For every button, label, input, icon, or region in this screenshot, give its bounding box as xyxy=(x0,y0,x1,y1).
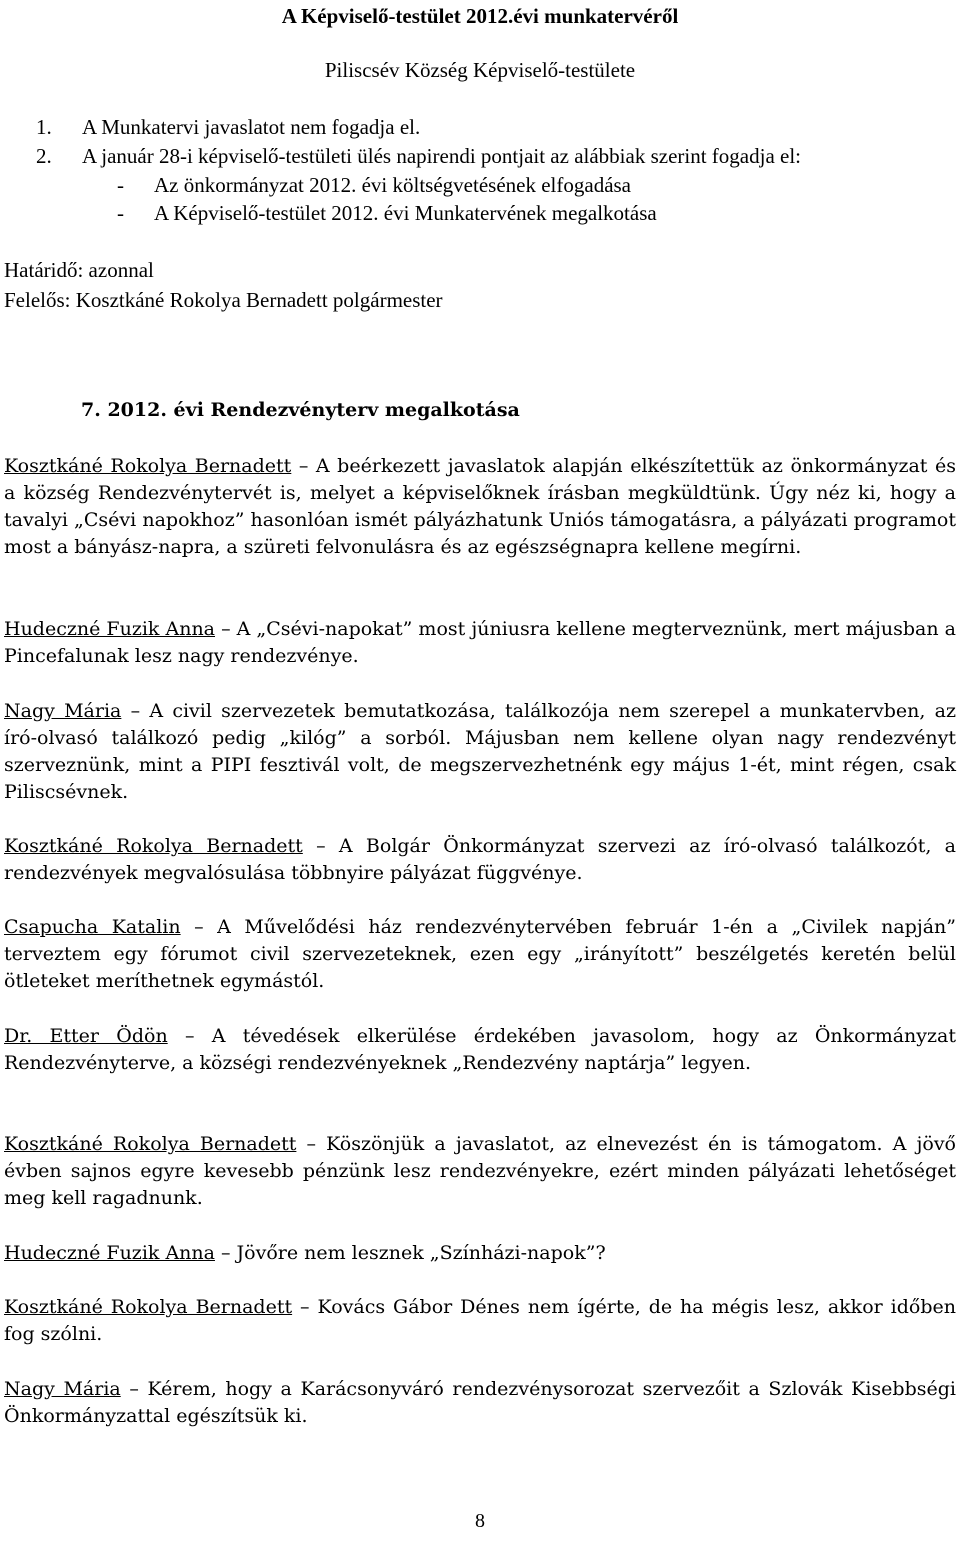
document-subtitle: Piliscsév Község Képviselő-testülete xyxy=(324,58,636,82)
sublist-item-text: A Képviselő-testület 2012. évi Munkatervének megalkotása xyxy=(154,201,657,225)
speech-text: – A tévedések elkerülése érdekében javasolom, hogy az Önkormányzat Rendezvényterve, a községi rendezvényeknek „Rendezvény naptárja” legyen. xyxy=(4,1025,956,1074)
sublist-item-dash: - xyxy=(117,201,124,225)
responsible-line: Felelős: Kosztkáné Rokolya Bernadett polgármester xyxy=(4,288,443,312)
speech-paragraph xyxy=(4,616,956,670)
speech-text: – Jövőre nem lesznek „Színházi-napok”? xyxy=(214,1242,606,1264)
speaker-name: Nagy Mária xyxy=(4,1378,121,1400)
speaker-name: Kosztkáné Rokolya Bernadett xyxy=(4,455,292,477)
section-heading: 7. 2012. évi Rendezvényterv megalkotása xyxy=(81,399,520,421)
speech-paragraph xyxy=(4,1023,956,1077)
speech-paragraph xyxy=(4,914,956,995)
speaker-name: Kosztkáné Rokolya Bernadett xyxy=(4,835,303,857)
speech-paragraph xyxy=(4,1294,956,1348)
speaker-name: Hudeczné Fuzik Anna xyxy=(4,1242,215,1264)
speech-text: – A Bolgár Önkormányzat szervezi az író-olvasó találkozót, a rendezvények megvalósulása többnyire pályázat függvénye. xyxy=(4,835,957,884)
speech-text: – A „Csévi-napokat” most júniusra kellene megterveznünk, mert májusban a Pincefalunak lesz nagy rendezvénye. xyxy=(4,618,956,667)
speaker-name: Kosztkáné Rokolya Bernadett xyxy=(4,1133,297,1155)
sublist-item-text: Az önkormányzat 2012. évi költségvetésének elfogadása xyxy=(154,173,632,197)
sublist-item-dash: - xyxy=(117,173,124,197)
speech-text: – A beérkezett javaslatok alapján elkészítettük az önkormányzat és a község Rendezvénytervét is, melyet a képviselőknek írásban megküldtünk. Úgy néz ki, hogy a tavalyi „Csévi napokhoz” hasonlóan ismét pályázhatunk Uniós támogatásra, a pályázati programot most a bányász-napra, a szüreti felvonulásra és az egészségnapra kellene megírni. xyxy=(4,455,956,558)
speech-paragraph xyxy=(4,698,956,806)
speaker-name: Kosztkáné Rokolya Bernadett xyxy=(4,1296,293,1318)
speech-text: – A Művelődési ház rendezvénytervében február 1-én a „Civilek napján” terveztem egy fórumot civil szervezeteknek, ezen egy „irányított” beszélgetés keretén belül ötleteket meríthetnek egymástól. xyxy=(4,916,957,992)
list-item-text: A január 28-i képviselő-testületi ülés napirendi pontjait az alábbiak szerint fogadja el: xyxy=(82,144,802,168)
list-item-number: 2. xyxy=(36,144,52,168)
speaker-name: Csapucha Katalin xyxy=(4,916,181,938)
document-title: A Képviselő-testület 2012.évi munkatervéről xyxy=(281,4,679,28)
speech-text: – Kovács Gábor Dénes nem ígérte, de ha mégis lesz, akkor időben fog szólni. xyxy=(4,1296,956,1345)
speech-paragraph xyxy=(4,1376,956,1430)
speaker-name: Dr. Etter Ödön xyxy=(4,1025,168,1047)
speech-text: – A civil szervezetek bemutatkozása, találkozója nem szerepel a munkatervben, az író-olvasó találkozó pedig „kilóg” a sorból. Májusban nem kellene olyan nagy rendezvényt szerveznünk, mint a PIPI fesztivál volt, de megszervezhetnénk egy május 1-ét, mint régen, csak Piliscsévnek. xyxy=(4,700,956,803)
speech-paragraph xyxy=(4,453,956,561)
page-number: 8 xyxy=(475,1510,485,1532)
speech-text: – Köszönjük a javaslatot, az elnevezést én is támogatom. A jövő évben sajnos egyre kevesebb pénzünk lesz rendezvényekre, ezért minden pályázati lehetőséget meg kell ragadnunk. xyxy=(4,1133,956,1209)
speaker-name: Hudeczné Fuzik Anna xyxy=(4,618,216,640)
speech-paragraph xyxy=(4,1131,956,1212)
speech-text: – Kérem, hogy a Karácsonyváró rendezvénysorozat szervezőit a Szlovák Kisebbségi Önkormányzattal egészítsük ki. xyxy=(4,1378,956,1427)
deadline-line: Határidő: azonnal xyxy=(4,258,154,282)
list-item-text: A Munkatervi javaslatot nem fogadja el. xyxy=(82,115,421,139)
speech-paragraph xyxy=(4,1240,956,1267)
speaker-name: Nagy Mária xyxy=(4,700,122,722)
speech-paragraph xyxy=(4,833,956,887)
list-item-number: 1. xyxy=(36,115,52,139)
